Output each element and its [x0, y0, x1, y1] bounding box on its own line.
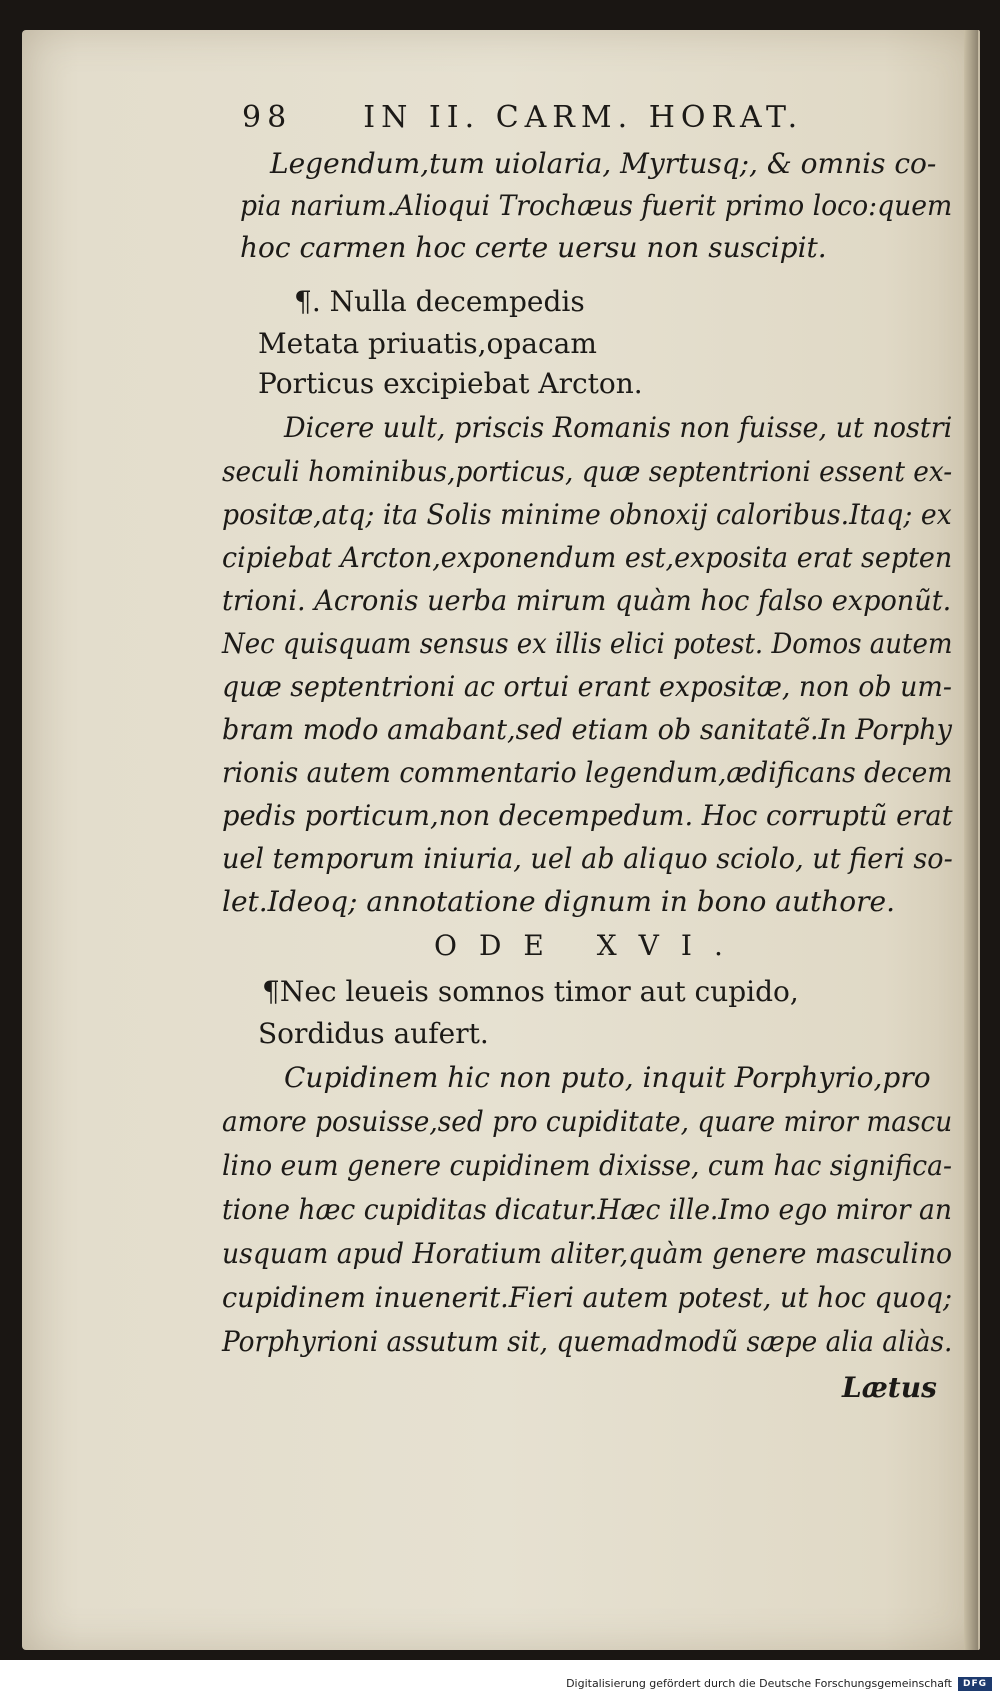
page-text [22, 30, 980, 1650]
catchword: Lætus [842, 1371, 937, 1404]
verse-line: ¶. Nulla decempedis [294, 285, 585, 318]
commentary-line: hoc carmen hoc certe uersu non suscipit. [240, 231, 827, 264]
verse-line: Metata priuatis,opacam [258, 327, 597, 360]
commentary-line: lino eum genere cupidinem dixisse, cum hac significa- [222, 1149, 952, 1182]
commentary-line: amore posuisse,sed pro cupiditate, quare miror mascu [222, 1105, 953, 1138]
footer-bar [0, 1676, 1000, 1694]
running-title: IN II. CARM. HORAT. [363, 100, 804, 135]
commentary-line: Legendum,tum uiolaria, Myrtusq;, & omnis co- [270, 147, 937, 180]
commentary-line: let.Ideoq; annotatione dignum in bono authore. [222, 885, 895, 918]
commentary-line: usquam apud Horatium aliter,quàm genere masculino [222, 1237, 953, 1270]
page-edge [964, 30, 978, 1650]
commentary-line: positæ,atq; ita Solis minime obnoxij caloribus.Itaq; ex [222, 498, 952, 531]
commentary-line: trioni. Acronis uerba mirum quàm hoc falso exponũt. [222, 584, 952, 617]
commentary-line: Nec quisquam sensus ex illis elici potest. Domos autem [222, 627, 953, 660]
commentary-line: rionis autem commentario legendum,ædificans decem [222, 756, 953, 789]
commentary-line: cipiebat Arcton,exponendum est,exposita erat septen [222, 541, 953, 574]
dfg-logo: DFG [958, 1677, 992, 1691]
verse-line: ¶Nec leueis somnos timor aut cupido, [262, 975, 799, 1008]
commentary-line: tione hæc cupiditas dicatur.Hæc ille.Imo ego miror an [222, 1193, 952, 1226]
commentary-line: cupidinem inuenerit.Fieri autem potest, ut hoc quoq; [222, 1281, 953, 1314]
verse-line: Porticus excipiebat Arcton. [258, 367, 643, 400]
page-number: 98 [242, 100, 293, 135]
commentary-line: uel temporum iniuria, uel ab aliquo sciolo, ut fieri so- [222, 842, 953, 875]
footer-credit: Digitalisierung gefördert durch die Deutsche Forschungsgemeinschaft [566, 1677, 952, 1690]
book-page [22, 30, 980, 1650]
verse-line: Sordidus aufert. [258, 1017, 489, 1050]
commentary-line: quæ septentrioni ac ortui erant expositæ, non ob um- [222, 670, 952, 703]
commentary-line: pia narium.Alioqui Trochæus fuerit primo loco:quem [240, 189, 953, 222]
commentary-line: Cupidinem hic non puto, inquit Porphyrio,pro [284, 1061, 931, 1094]
commentary-line: pedis porticum,non decempedum. Hoc corruptũ erat [222, 799, 953, 832]
ode-title: ODE XVI. [434, 929, 745, 962]
commentary-line: Porphyrioni assutum sit, quemadmodũ sæpe alia aliàs. [222, 1325, 953, 1358]
commentary-line: bram modo amabant,sed etiam ob sanitatẽ.In Porphy [222, 713, 952, 746]
commentary-line: seculi hominibus,porticus, quæ septentrioni essent ex- [222, 455, 953, 488]
commentary-line: Dicere uult, priscis Romanis non fuisse, ut nostri [284, 411, 953, 444]
running-header [242, 98, 803, 138]
